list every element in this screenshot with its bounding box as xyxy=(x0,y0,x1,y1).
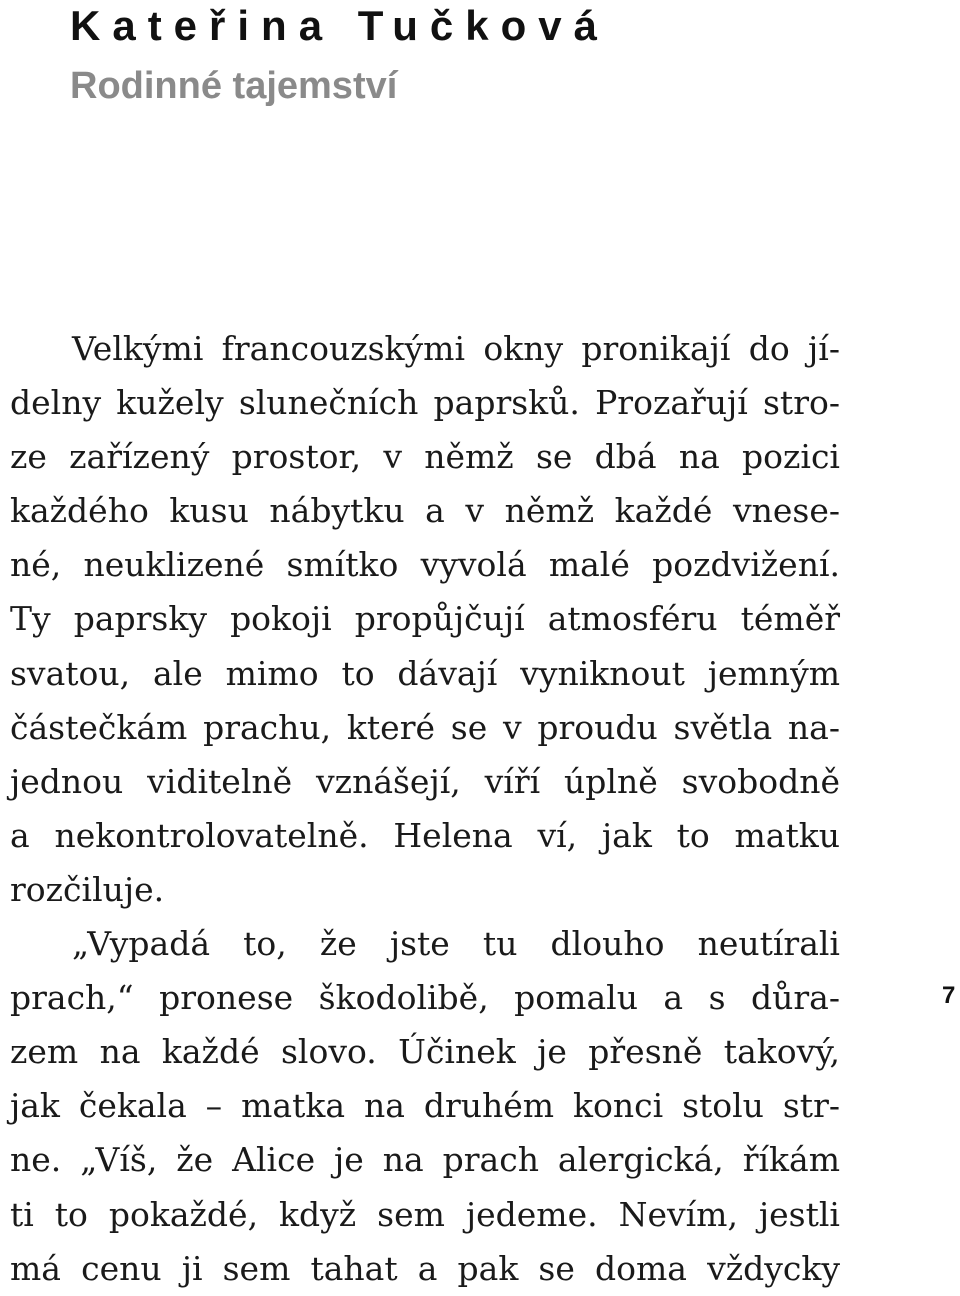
text-line: zem na každé slovo. Účinek je přesně takový, xyxy=(10,1032,840,1072)
text-line: ne. „Víš, že Alice je na prach alergická, říkám xyxy=(10,1140,840,1180)
text-line: má cenu ji sem tahat a pak se doma vždycky xyxy=(10,1248,840,1288)
text-line: né, neuklizené smítko vyvolá malé pozdvižení. xyxy=(10,545,840,585)
text-line: jak čekala – matka na druhém konci stolu str- xyxy=(10,1086,840,1126)
text-line: každého kusu nábytku a v němž každé vnese- xyxy=(10,491,840,531)
text-line: svatou, ale mimo to dávají vyniknout jemným xyxy=(10,653,840,693)
text-line: Ty paprsky pokoji propůjčují atmosféru téměř xyxy=(10,599,840,639)
book-title: Rodinné tajemství xyxy=(70,65,398,107)
text-line: rozčiluje. xyxy=(10,869,165,909)
body-text xyxy=(10,322,840,1296)
text-line: jednou viditelně vznášejí, víří úplně svobodně xyxy=(10,761,840,801)
text-line: delny kužely slunečních paprsků. Prozařují stro- xyxy=(10,383,840,423)
page-number: 7 xyxy=(942,982,956,1009)
text-line: ti to pokaždé, když sem jedeme. Nevím, jestli xyxy=(10,1194,840,1234)
text-line: částečkám prachu, které se v proudu světla na- xyxy=(10,707,840,747)
text-line: ze zařízený prostor, v němž se dbá na pozici xyxy=(10,437,840,477)
text-line: a nekontrolovatelně. Helena ví, jak to matku xyxy=(10,815,840,855)
text-line: Velkými francouzskými okny pronikají do jí- xyxy=(72,329,840,368)
text-line: „Vypadá to, že jste tu dlouho neutírali xyxy=(72,924,840,964)
author-name: Kateřina Tučková xyxy=(70,2,610,49)
text-line: prach,“ pronese škodolibě, pomalu a s důra- xyxy=(10,978,840,1018)
